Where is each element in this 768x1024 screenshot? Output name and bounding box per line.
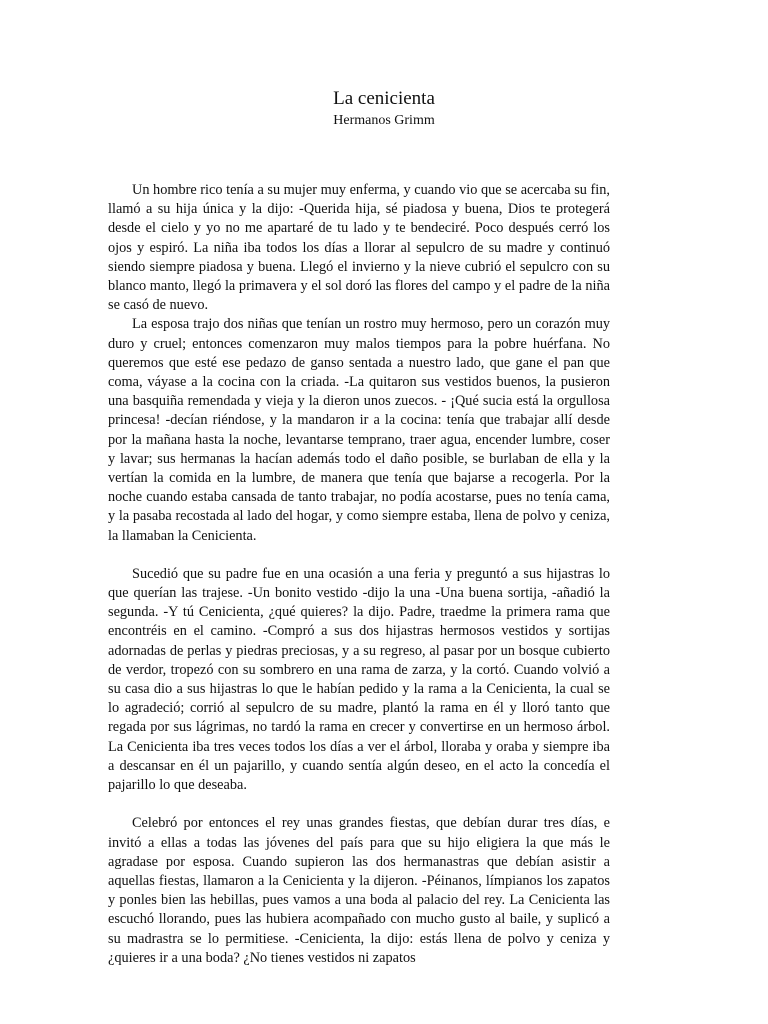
document-author: Hermanos Grimm bbox=[333, 113, 435, 128]
paragraph: Celebró por entonces el rey unas grandes fiestas, que debían durar tres días, e invitó a ellas a todas las jóvenes del país para que su hijo eligiera la que más le agradase por esposa. Cuando supieron las dos hermanastras que debían asistir a aquellas fiestas, llamaron a la Cenicienta y la dijeron. -Péinanos, límpianos los zapatos y ponles bien las hebillas, pues vamos a una boda al palacio del rey. La Cenicienta las escuchó llorando, pues las hubiera acompañado con mucho gusto al baile, y suplicó a su madrastra se lo permitiese. -Cenicienta, la dijo: estás llena de polvo y ceniza y ¿quieres ir a una boda? ¿No tienes vestidos ni zapatos bbox=[108, 815, 610, 966]
paragraph: La esposa trajo dos niñas que tenían un rostro muy hermoso, pero un corazón muy duro y cruel; entonces comenzaron muy malos tiempos para la pobre huérfana. No queremos que esté ese pedazo de ganso sentada a nuestro lado, que gane el pan que coma, váyase a la cocina con la criada. -La quitaron sus vestidos buenos, la pusieron una basquiña remendada y vieja y la dieron unos zuecos. - ¡Qué sucia está la orgullosa princesa! -decían riéndose, y la mandaron ir a la cocina: tenía que trabajar allí desde por la mañana hasta la noche, levantarse temprano, traer agua, encender lumbre, coser y lavar; sus hermanas la hacían además todo el daño posible, se burlaban de ella y la vertían la comida en la lumbre, de manera que tenía que bajarse a recogerla. Por la noche cuando estaba cansada de tanto trabajar, no podía acostarse, pues no tenía cama, y la pasaba recostada al lado del hogar, y como siempre estaba, llena de polvo y ceniza, la llamaban la Cenicienta. bbox=[108, 316, 610, 544]
story-body bbox=[108, 181, 610, 968]
title-block bbox=[0, 88, 768, 130]
paragraph: Un hombre rico tenía a su mujer muy enferma, y cuando vio que se acercaba su fin, llamó a su hija única y la dijo: -Querida hija, sé piadosa y buena, Dios te protegerá desde el cielo y yo no me apartaré de tu lado y te bendeciré. Poco después cerró los ojos y espiró. La niña iba todos los días a llorar al sepulcro de su madre y continuó siendo siempre piadosa y buena. Llegó el invierno y la nieve cubrió el sepulcro con su blanco manto, llegó la primavera y el sol doró las flores del campo y el padre de la niña se casó de nuevo. bbox=[108, 182, 610, 314]
document-title: La cenicienta bbox=[333, 88, 435, 109]
paragraph: Sucedió que su padre fue en una ocasión a una feria y preguntó a sus hijastras lo que querían las trajese. -Un bonito vestido -dijo la una -Una buena sortija, -añadió la segunda. -Y tú Cenicienta, ¿qué quieres? la dijo. Padre, traedme la primera rama que encontréis en el camino. -Compró a sus dos hijastras hermosos vestidos y sortijas adornadas de perlas y piedras preciosas, y a su regreso, al pasar por un bosque cubierto de verdor, tropezó con su sombrero en una rama de zarza, y la cortó. Cuando volvió a su casa dio a sus hijastras lo que le habían pedido y la rama a la Cenicienta, la cual se lo agradeció; corrió al sepulcro de su madre, plantó la rama en él y lloró tanto que regada por sus lágrimas, no tardó la rama en crecer y convertirse en un hermoso árbol. La Cenicienta iba tres veces todos los días a ver el árbol, lloraba y oraba y siempre iba a descansar en él un pajarillo, y cuando sentía algún deseo, en el acto la concedía el pajarillo lo que deseaba. bbox=[108, 565, 610, 794]
